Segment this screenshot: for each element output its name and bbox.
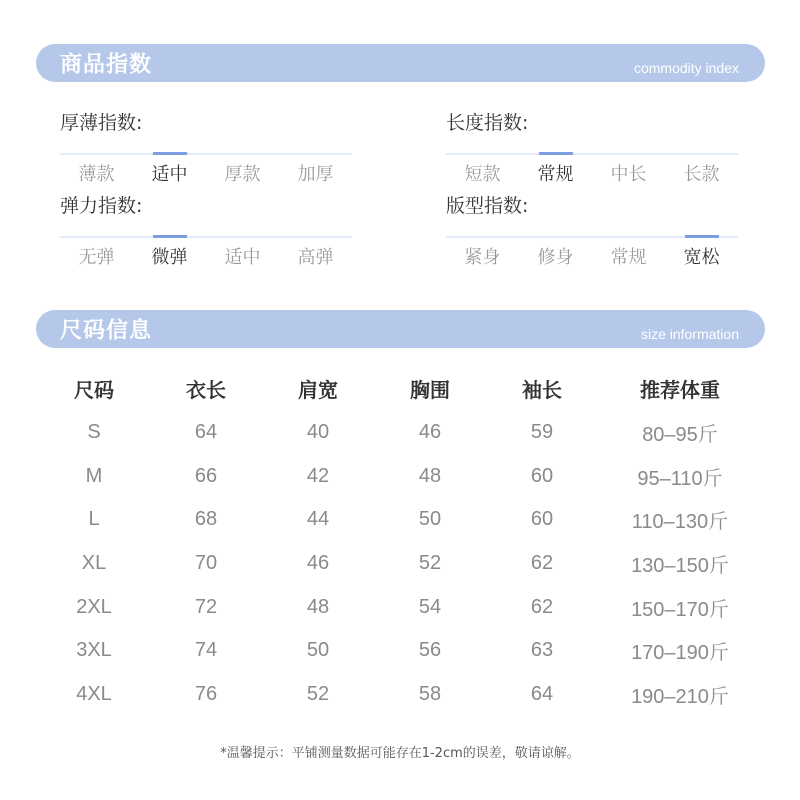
header-chest: 胸围 xyxy=(410,377,450,402)
thickness-option: 适中 xyxy=(151,164,188,185)
table-cell: 150–170斤 xyxy=(631,598,729,621)
table-cell: 60 xyxy=(530,508,554,531)
table-cell: M xyxy=(85,464,103,487)
table-cell: 130–150斤 xyxy=(631,555,729,578)
length-option: 短款 xyxy=(464,164,501,185)
length-option: 中长 xyxy=(610,164,647,185)
thickness-index xyxy=(60,110,352,192)
table-cell: 2XL xyxy=(76,595,112,618)
table-cell: 58 xyxy=(418,682,442,705)
table-cell: 50 xyxy=(418,508,442,531)
table-cell: 3XL xyxy=(76,639,112,662)
thickness-option: 厚款 xyxy=(224,164,261,185)
commodity-index-banner xyxy=(36,44,765,82)
table-cell: 40 xyxy=(306,421,330,444)
header-shoulder: 肩宽 xyxy=(298,377,338,402)
table-row xyxy=(38,498,762,542)
table-cell: 46 xyxy=(306,552,330,575)
table-cell: 54 xyxy=(418,595,442,618)
table-cell: 68 xyxy=(194,508,218,531)
table-row xyxy=(38,455,762,499)
elasticity-index-label: 弹力指数: xyxy=(60,195,143,217)
table-cell: 52 xyxy=(418,552,442,575)
fit-option: 常规 xyxy=(610,247,647,268)
table-row xyxy=(38,411,762,455)
table-cell: 56 xyxy=(418,639,442,662)
table-cell: 110–130斤 xyxy=(631,511,729,534)
table-cell: 44 xyxy=(306,508,330,531)
table-cell: 72 xyxy=(194,595,218,618)
table-cell: 170–190斤 xyxy=(631,642,729,665)
elasticity-selected-marker xyxy=(153,235,187,238)
size-info-subtitle: size information xyxy=(640,326,739,342)
table-cell: 48 xyxy=(418,464,442,487)
fit-index-label: 版型指数: xyxy=(446,195,529,217)
table-cell: 64 xyxy=(530,682,554,705)
table-cell: 74 xyxy=(194,639,218,662)
table-cell: 80–95斤 xyxy=(642,424,718,447)
table-cell: 66 xyxy=(194,464,218,487)
thickness-selected-marker xyxy=(153,152,187,155)
table-cell: S xyxy=(87,421,101,444)
fit-index xyxy=(446,193,738,275)
header-length: 衣长 xyxy=(186,377,226,402)
length-index-label: 长度指数: xyxy=(446,112,529,134)
size-info-title: 尺码信息 xyxy=(60,318,153,344)
elasticity-option: 微弹 xyxy=(151,247,188,268)
table-cell: 62 xyxy=(530,552,554,575)
size-table xyxy=(38,365,762,716)
size-table-header xyxy=(38,365,762,411)
table-cell: 59 xyxy=(530,421,554,444)
table-cell: 70 xyxy=(194,552,218,575)
fit-index-track xyxy=(446,235,738,238)
table-row xyxy=(38,585,762,629)
table-row xyxy=(38,542,762,586)
thickness-index-track xyxy=(60,152,352,155)
table-row xyxy=(38,673,762,717)
table-cell: 63 xyxy=(530,639,554,662)
measurement-note: *温馨提示：平铺测量数据可能存在1-2cm的误差，敬请谅解。 xyxy=(220,746,580,761)
elasticity-index xyxy=(60,193,352,275)
table-cell: 48 xyxy=(306,595,330,618)
table-cell: 4XL xyxy=(76,682,112,705)
fit-option: 紧身 xyxy=(464,247,501,268)
commodity-index-title: 商品指数 xyxy=(60,52,153,78)
length-option: 长款 xyxy=(683,164,720,185)
size-info-banner xyxy=(36,310,765,348)
table-cell: 50 xyxy=(306,639,330,662)
commodity-index-subtitle: commodity index xyxy=(633,60,739,76)
length-selected-marker xyxy=(539,152,573,155)
table-cell: XL xyxy=(81,552,107,575)
thickness-option: 加厚 xyxy=(297,164,334,185)
fit-selected-marker xyxy=(685,235,719,238)
table-cell: 95–110斤 xyxy=(637,467,723,490)
elasticity-option: 高弹 xyxy=(297,247,334,268)
thickness-option: 薄款 xyxy=(78,164,115,185)
table-cell: 42 xyxy=(306,464,330,487)
elasticity-index-track xyxy=(60,235,352,238)
table-cell: 190–210斤 xyxy=(631,685,729,708)
fit-option: 修身 xyxy=(537,247,574,268)
table-row xyxy=(38,629,762,673)
table-cell: L xyxy=(88,508,100,531)
elasticity-option: 无弹 xyxy=(78,247,115,268)
thickness-index-label: 厚薄指数: xyxy=(60,112,143,134)
table-cell: 52 xyxy=(306,682,330,705)
table-cell: 76 xyxy=(194,682,218,705)
header-weight: 推荐体重 xyxy=(640,377,720,402)
length-index xyxy=(446,110,738,192)
table-cell: 60 xyxy=(530,464,554,487)
table-cell: 46 xyxy=(418,421,442,444)
length-option: 常规 xyxy=(537,164,574,185)
length-index-track xyxy=(446,152,738,155)
elasticity-option: 适中 xyxy=(224,247,261,268)
header-size: 尺码 xyxy=(74,377,114,402)
header-sleeve: 袖长 xyxy=(522,377,562,402)
fit-option: 宽松 xyxy=(683,247,720,268)
table-cell: 62 xyxy=(530,595,554,618)
table-cell: 64 xyxy=(194,421,218,444)
